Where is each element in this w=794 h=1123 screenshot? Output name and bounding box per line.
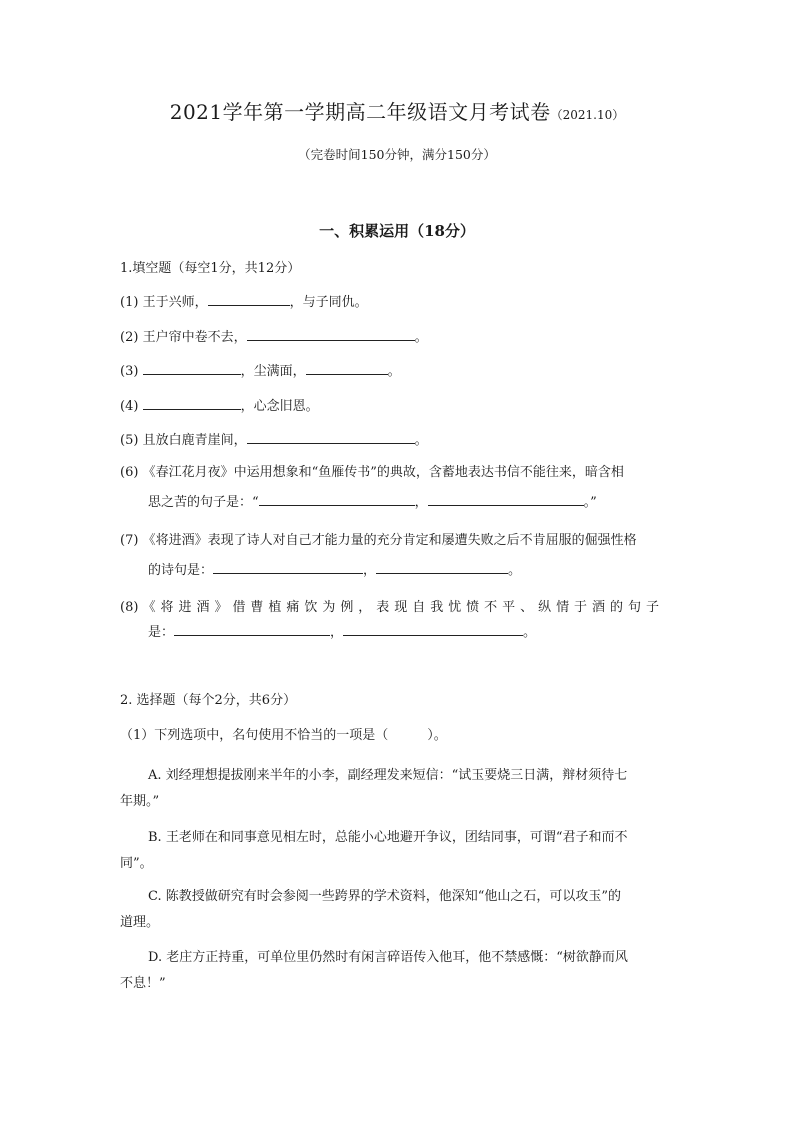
fill-item-6-line2 bbox=[120, 491, 708, 513]
item-text-mid: ， bbox=[363, 563, 377, 578]
answer-blank[interactable] bbox=[306, 360, 388, 375]
exam-title-text: 2021学年第一学期高二年级语文月考试卷 bbox=[169, 100, 551, 124]
item-text-before: 思之苦的句子是：“ bbox=[148, 495, 259, 510]
fill-item-3 bbox=[120, 360, 680, 382]
option-c-line1: C. 陈教授做研究有时会参阅一些跨界的学术资料，他深知“他山之石，可以攻玉”的 bbox=[148, 889, 622, 904]
item-text-line1: 《春江花月夜》中运用想象和“鱼雁传书”的典故，含蓄地表达书信不能往来，暗含相 bbox=[142, 465, 624, 480]
item-text-after: ，心念旧恩。 bbox=[240, 399, 319, 414]
fill-item-6 bbox=[120, 463, 680, 483]
item-text-before: 是： bbox=[148, 625, 175, 640]
item-text-before: 王于兴师， bbox=[142, 295, 208, 310]
fill-item-7-line2 bbox=[120, 559, 708, 581]
fill-item-2 bbox=[120, 326, 680, 348]
item-text-after: 。 bbox=[387, 364, 401, 379]
exam-title bbox=[0, 97, 794, 130]
option-c-line2: 道理。 bbox=[120, 915, 160, 930]
item-number: (7) bbox=[120, 533, 139, 548]
answer-blank[interactable] bbox=[143, 360, 241, 375]
answer-blank[interactable] bbox=[174, 621, 330, 636]
item-text-mid: ，尘满面， bbox=[240, 364, 306, 379]
item-number: (8) bbox=[120, 600, 139, 615]
answer-blank[interactable] bbox=[208, 291, 290, 306]
option-d-line2: 不息！” bbox=[120, 976, 166, 991]
option-d[interactable] bbox=[120, 948, 676, 994]
fill-item-1 bbox=[120, 291, 680, 313]
fill-item-5 bbox=[120, 429, 680, 451]
option-b[interactable] bbox=[120, 828, 676, 874]
option-a[interactable] bbox=[120, 766, 676, 812]
item-text-after: 。 bbox=[414, 330, 428, 345]
option-d-line1: D. 老庄方正持重，可单位里仍然时有闲言碎语传入他耳，他不禁感慨：“树欲静而风 bbox=[148, 950, 628, 965]
item-number: (3) bbox=[120, 364, 139, 379]
item-text-after: 。 bbox=[508, 563, 522, 578]
fill-item-4 bbox=[120, 395, 680, 417]
item-text-after: ，与子同仇。 bbox=[289, 295, 368, 310]
option-b-line1: B. 王老师在和同事意见相左时，总能小心地避开争议，团结同事，可谓“君子和而不 bbox=[148, 830, 628, 845]
question-1-label: 1.填空题（每空1分，共12分） bbox=[120, 261, 301, 276]
item-text-after: 。” bbox=[583, 495, 597, 510]
answer-blank[interactable] bbox=[143, 395, 241, 410]
option-a-line1: A. 刘经理想提拔刚来半年的小李，副经理发来短信：“试玉要烧三日满，辩材须待七 bbox=[148, 768, 628, 783]
answer-blank[interactable] bbox=[376, 559, 508, 574]
item-number: (2) bbox=[120, 330, 139, 345]
item-text-mid: ， bbox=[414, 495, 428, 510]
item-number: (6) bbox=[120, 465, 139, 480]
option-c[interactable] bbox=[120, 887, 676, 933]
answer-blank[interactable] bbox=[343, 621, 523, 636]
item-text-before: 且放白鹿青崖间， bbox=[142, 433, 247, 448]
item-text-before: 的诗句是： bbox=[148, 563, 214, 578]
item-text-after: 。 bbox=[523, 625, 537, 640]
item-number: (5) bbox=[120, 433, 139, 448]
fill-item-8 bbox=[120, 598, 680, 618]
item-number: (1) bbox=[120, 295, 139, 310]
item-text-line1: 《将进酒》借曹植痛饮为例，表现自我忧愤不平、纵情于酒的句子 bbox=[142, 600, 663, 615]
answer-blank[interactable] bbox=[428, 491, 584, 506]
option-b-line2: 同”。 bbox=[120, 856, 153, 871]
option-a-line2: 年期。” bbox=[120, 794, 160, 809]
fill-item-7 bbox=[120, 531, 680, 551]
exam-subtitle: （完卷时间150分钟，满分150分） bbox=[298, 147, 496, 162]
answer-blank[interactable] bbox=[247, 429, 415, 444]
answer-blank[interactable] bbox=[259, 491, 415, 506]
question-2-sub1: （1）下列选项中，名句使用不恰当的一项是（ ）。 bbox=[120, 728, 447, 743]
exam-date: （2021.10） bbox=[550, 108, 625, 122]
section-heading: 一、积累运用（18分） bbox=[319, 222, 475, 240]
item-text-mid: ， bbox=[330, 625, 344, 640]
answer-blank[interactable] bbox=[247, 326, 415, 341]
item-number: (4) bbox=[120, 399, 139, 414]
item-text-line1: 《将进酒》表现了诗人对自己才能力量的充分肯定和屡遭失败之后不肯屈服的倔强性格 bbox=[142, 533, 637, 548]
question-2-label: 2. 选择题（每个2分，共6分） bbox=[120, 693, 297, 708]
item-text-after: 。 bbox=[414, 433, 428, 448]
answer-blank[interactable] bbox=[213, 559, 363, 574]
fill-item-8-line2 bbox=[120, 621, 708, 643]
item-text-before: 王户帘中卷不去， bbox=[142, 330, 247, 345]
